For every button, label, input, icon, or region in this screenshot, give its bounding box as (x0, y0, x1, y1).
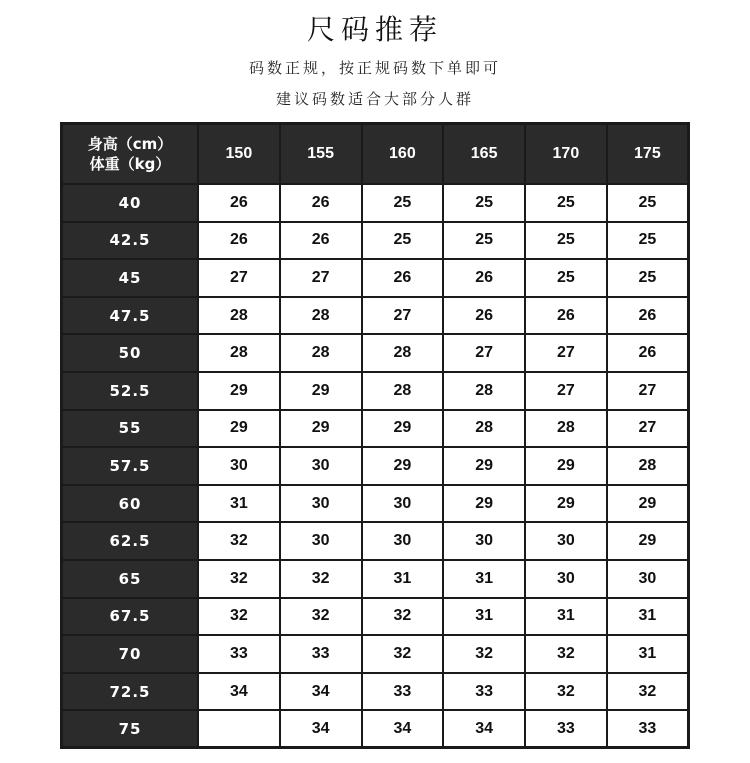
size-cell: 32 (525, 635, 607, 673)
size-cell: 31 (607, 598, 689, 636)
size-cell: 30 (198, 447, 280, 485)
corner-height-label: 身高（cm） (87, 135, 173, 153)
size-cell: 33 (607, 710, 689, 748)
size-cell: 31 (607, 635, 689, 673)
size-cell: 29 (525, 485, 607, 523)
size-cell: 25 (525, 184, 607, 222)
weight-header: 52.5 (62, 372, 199, 410)
size-cell: 33 (362, 673, 444, 711)
table-row (62, 522, 689, 560)
size-cell: 29 (280, 372, 362, 410)
size-cell: 33 (280, 635, 362, 673)
height-header: 170 (525, 124, 607, 185)
table-row (62, 297, 689, 335)
size-cell: 34 (443, 710, 525, 748)
table-row (62, 598, 689, 636)
size-cell: 34 (280, 673, 362, 711)
weight-header: 50 (62, 334, 199, 372)
size-cell (198, 710, 280, 748)
size-cell: 32 (198, 560, 280, 598)
size-cell: 30 (362, 485, 444, 523)
size-cell: 32 (607, 673, 689, 711)
size-cell: 27 (525, 334, 607, 372)
size-cell: 27 (607, 372, 689, 410)
table-body (62, 184, 689, 748)
height-header: 160 (362, 124, 444, 185)
weight-header: 40 (62, 184, 199, 222)
size-cell: 29 (362, 447, 444, 485)
size-cell: 30 (607, 560, 689, 598)
size-cell: 25 (443, 222, 525, 260)
subtitle-line-2: 建议码数适合大部分人群 (275, 90, 474, 108)
size-cell: 32 (280, 560, 362, 598)
weight-header: 67.5 (62, 598, 199, 636)
size-cell: 29 (525, 447, 607, 485)
size-cell: 30 (280, 522, 362, 560)
size-cell: 28 (198, 334, 280, 372)
size-cell: 28 (443, 372, 525, 410)
weight-header: 70 (62, 635, 199, 673)
weight-header: 55 (62, 410, 199, 448)
size-cell: 29 (198, 410, 280, 448)
size-cell: 32 (198, 522, 280, 560)
height-header: 155 (280, 124, 362, 185)
size-cell: 30 (280, 447, 362, 485)
weight-header: 65 (62, 560, 199, 598)
weight-header: 75 (62, 710, 199, 748)
size-cell: 29 (280, 410, 362, 448)
size-cell: 30 (280, 485, 362, 523)
size-cell: 29 (607, 485, 689, 523)
size-cell: 34 (198, 673, 280, 711)
size-cell: 28 (607, 447, 689, 485)
table-row (62, 560, 689, 598)
size-cell: 26 (198, 222, 280, 260)
table-row (62, 222, 689, 260)
height-header: 165 (443, 124, 525, 185)
size-cell: 25 (607, 259, 689, 297)
weight-header: 60 (62, 485, 199, 523)
size-cell: 27 (443, 334, 525, 372)
size-cell: 31 (198, 485, 280, 523)
table-row (62, 259, 689, 297)
size-cell: 26 (607, 334, 689, 372)
size-cell: 31 (525, 598, 607, 636)
weight-header: 47.5 (62, 297, 199, 335)
page-title: 尺码推荐 (306, 13, 443, 46)
size-cell: 30 (525, 522, 607, 560)
header-row (62, 124, 689, 185)
corner-header (62, 124, 199, 185)
size-cell: 31 (443, 560, 525, 598)
size-cell: 27 (525, 372, 607, 410)
size-cell: 27 (198, 259, 280, 297)
size-cell: 25 (525, 259, 607, 297)
size-cell: 26 (362, 259, 444, 297)
height-header: 150 (198, 124, 280, 185)
size-cell: 34 (280, 710, 362, 748)
size-cell: 26 (280, 222, 362, 260)
size-cell: 30 (525, 560, 607, 598)
size-cell: 28 (198, 297, 280, 335)
size-cell: 26 (607, 297, 689, 335)
height-header: 175 (607, 124, 689, 185)
weight-header: 42.5 (62, 222, 199, 260)
table-row (62, 184, 689, 222)
weight-header: 45 (62, 259, 199, 297)
size-cell: 29 (443, 485, 525, 523)
size-cell: 31 (443, 598, 525, 636)
size-cell: 29 (198, 372, 280, 410)
size-cell: 32 (362, 635, 444, 673)
size-cell: 34 (362, 710, 444, 748)
size-cell: 28 (280, 334, 362, 372)
size-cell: 28 (280, 297, 362, 335)
size-cell: 33 (443, 673, 525, 711)
table-row (62, 372, 689, 410)
size-cell: 29 (443, 447, 525, 485)
table-row (62, 485, 689, 523)
size-cell: 31 (362, 560, 444, 598)
size-cell: 28 (525, 410, 607, 448)
table-row (62, 673, 689, 711)
size-cell: 33 (525, 710, 607, 748)
size-cell: 26 (443, 259, 525, 297)
size-cell: 32 (280, 598, 362, 636)
table-row (62, 710, 689, 748)
weight-header: 62.5 (62, 522, 199, 560)
size-cell: 27 (362, 297, 444, 335)
table-row (62, 334, 689, 372)
size-cell: 27 (280, 259, 362, 297)
size-cell: 32 (362, 598, 444, 636)
size-cell: 25 (443, 184, 525, 222)
size-cell: 29 (607, 522, 689, 560)
table-row (62, 410, 689, 448)
size-cell: 26 (280, 184, 362, 222)
size-cell: 25 (362, 184, 444, 222)
size-cell: 29 (362, 410, 444, 448)
size-cell: 25 (607, 184, 689, 222)
size-cell: 28 (362, 372, 444, 410)
subtitle-line-1: 码数正规，按正规码数下单即可 (248, 59, 501, 77)
size-cell: 28 (362, 334, 444, 372)
weight-header: 57.5 (62, 447, 199, 485)
weight-header: 72.5 (62, 673, 199, 711)
size-cell: 30 (443, 522, 525, 560)
size-cell: 27 (607, 410, 689, 448)
size-cell: 32 (525, 673, 607, 711)
corner-weight-label: 体重（kg） (89, 155, 171, 173)
size-chart-table (60, 122, 690, 749)
size-cell: 26 (198, 184, 280, 222)
table-row (62, 447, 689, 485)
size-cell: 28 (443, 410, 525, 448)
size-cell: 32 (443, 635, 525, 673)
size-cell: 25 (362, 222, 444, 260)
size-cell: 33 (198, 635, 280, 673)
size-cell: 25 (525, 222, 607, 260)
size-cell: 32 (198, 598, 280, 636)
size-cell: 26 (443, 297, 525, 335)
size-cell: 25 (607, 222, 689, 260)
size-cell: 30 (362, 522, 444, 560)
table-row (62, 635, 689, 673)
size-cell: 26 (525, 297, 607, 335)
